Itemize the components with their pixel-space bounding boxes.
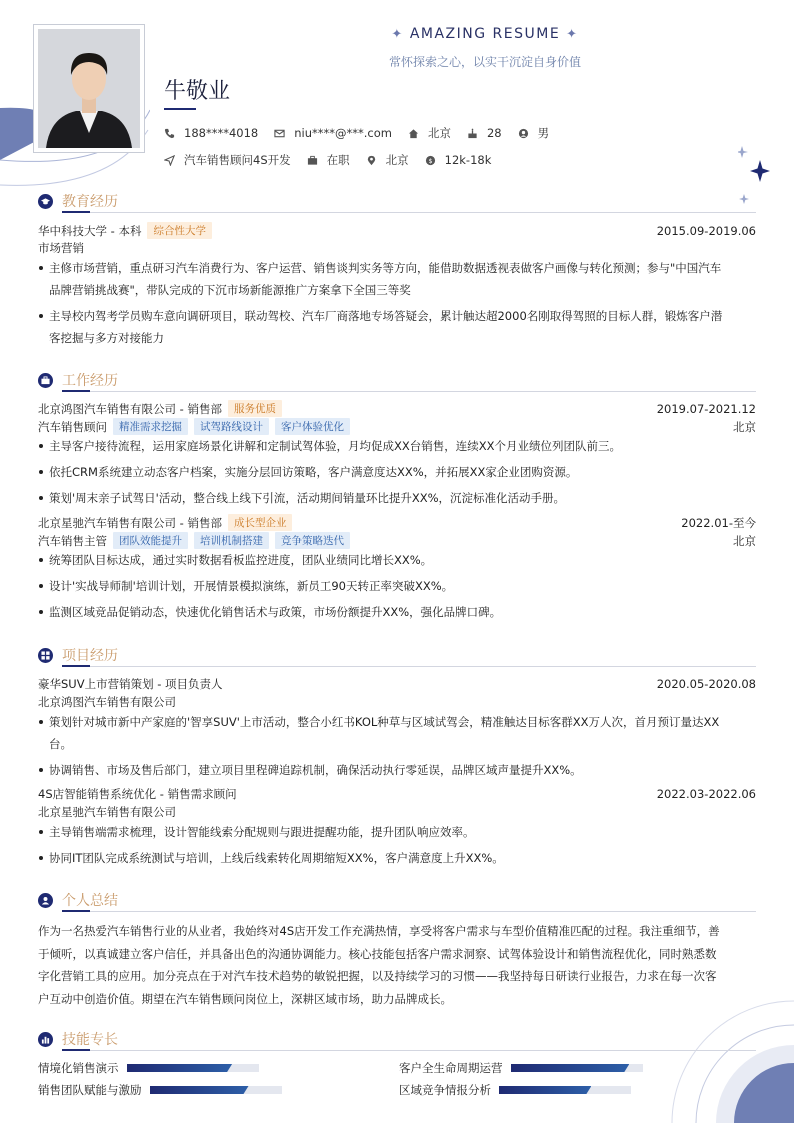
section-summary-header	[38, 890, 118, 910]
job-bullet: 依托CRM系统建立动态客户档案，实施分层回访策略，客户满意度达XX%，并拓展XX家企业团购资源。	[38, 461, 754, 483]
sparkle-icon: ✦	[391, 27, 404, 42]
resume-banner	[300, 26, 670, 42]
school-tag: 综合性大学	[147, 222, 212, 239]
project-date: 2022.03-2022.06	[656, 787, 756, 801]
skill-bar-fill	[150, 1086, 249, 1094]
contact-email: niu****@***.com	[274, 126, 392, 140]
skill-bar-fill	[511, 1064, 630, 1072]
section-title: 工作经历	[62, 373, 118, 389]
job-bullet: 统筹团队目标达成，通过实时数据看板监控进度，团队业绩同比增长XX%。	[38, 549, 754, 571]
intent-status: 在职	[307, 152, 350, 168]
education-bullet: 主导校内驾考学员购车意向调研项目，联动驾校、汽车厂商落地专场答疑会，累计触达超2000名刚取得驾照的目标人群，锻炼客户潜 客挖掘与多方对接能力	[38, 305, 754, 349]
send-icon	[164, 155, 175, 166]
briefcase-icon	[38, 373, 53, 388]
candidate-name: 牛敬业	[164, 79, 231, 104]
skill-bar	[150, 1086, 282, 1094]
money-icon	[425, 155, 436, 166]
section-divider	[62, 391, 756, 392]
contact-row	[164, 125, 565, 141]
intent-salary: $ 12k-18k	[425, 153, 492, 167]
skill-bar	[511, 1064, 643, 1072]
intent-city: 北京	[366, 152, 409, 168]
intent-position: 汽车销售顾问4S开发	[164, 152, 291, 168]
decorative-circles	[664, 998, 794, 1123]
section-title: 项目经历	[62, 648, 118, 664]
section-title: 技能专长	[62, 1032, 118, 1048]
project-company: 北京星驰汽车销售有限公司	[38, 805, 176, 819]
section-work-header	[38, 370, 118, 390]
bar-chart-icon	[38, 1032, 53, 1047]
job-city: 北京	[733, 419, 756, 434]
summary-text: 作为一名热爱汽车销售行业的从业者，我始终对4S店开发工作充满热情，享受将客户需求与车型价值精准匹配的过程。我注重细节，善 于倾听，以真诚建立客户信任，并具备出色的沟通协调能力。核心技能包括客户需求洞察、试驾体验设计和销售流程优化，同时熟悉数 字化营销工具的应用。加分亮点在于对汽车技术趋势的敏锐把握，以及持续学习的习惯——我坚持每日研读行业报告，力求在每一次客 户互动中创造价值。期望在汽车销售顾问岗位上，深耕区域市场，助力品牌成长。	[38, 924, 720, 1006]
avatar-portrait	[38, 29, 140, 148]
company-tag: 成长型企业	[228, 514, 293, 531]
phone-icon	[164, 128, 175, 139]
name-underline	[164, 108, 196, 110]
project-company-row	[38, 694, 756, 710]
contact-age: 28	[467, 126, 502, 140]
school-name: 华中科技大学 - 本科	[38, 223, 142, 238]
skill-name: 客户全生命周期运营	[399, 1061, 503, 1075]
company-name: 北京鸿图汽车销售有限公司 - 销售部	[38, 401, 222, 416]
section-title: 教育经历	[62, 194, 118, 210]
skill-name: 销售团队赋能与激励	[38, 1083, 142, 1097]
contact-gender: 男	[518, 125, 550, 141]
job-role-row	[38, 532, 756, 549]
user-icon	[518, 128, 529, 139]
skill-tag: 竞争策略迭代	[275, 532, 350, 549]
job-city: 北京	[733, 533, 756, 548]
job-bullet: 设计'实战导师制'培训计划，开展情景模拟演练，新员工90天转正率突破XX%。	[38, 575, 754, 597]
skill-bar-fill	[499, 1086, 591, 1094]
project-header	[38, 676, 756, 692]
project-bullet: 策划针对城市新中产家庭的'智享SUV'上市活动，整合小红书KOL种草与区域试驾会，精准触达目标客群XX万人次，首月预订量达XX 台。	[38, 711, 754, 755]
project-bullet: 主导销售端需求梳理，设计智能线索分配规则与跟进提醒功能，提升团队响应效率。	[38, 821, 754, 843]
skill-tag: 试驾路线设计	[194, 418, 269, 435]
project-bullet: 协同IT团队完成系统测试与培训，上线后线索转化周期缩短XX%，客户满意度上升XX%。	[38, 847, 754, 869]
user-icon	[38, 893, 53, 908]
contact-phone: 188****4018	[164, 126, 258, 140]
skill-item	[399, 1082, 631, 1098]
job-header	[38, 514, 756, 531]
briefcase-icon	[307, 155, 318, 166]
section-divider	[62, 666, 756, 667]
section-divider	[62, 911, 756, 912]
location-icon	[366, 155, 377, 166]
skill-bar-fill	[127, 1064, 233, 1072]
job-role: 汽车销售顾问	[38, 419, 107, 434]
skill-tag: 团队效能提升	[113, 532, 188, 549]
job-date: 2022.01-至今	[681, 515, 756, 530]
company-tag: 服务优质	[228, 400, 282, 417]
banner-title: AMAZING RESUME	[409, 26, 561, 42]
project-company: 北京鸿图汽车销售有限公司	[38, 695, 176, 709]
skill-tag: 客户体验优化	[275, 418, 350, 435]
banner-subtitle: 常怀探索之心，以实干沉淀自身价值	[388, 55, 581, 69]
skill-tag: 培训机制搭建	[194, 532, 269, 549]
company-name: 北京星驰汽车销售有限公司 - 销售部	[38, 515, 222, 530]
sparkle-icon: ✦	[566, 27, 579, 42]
education-entry	[38, 222, 756, 239]
section-skills-header	[38, 1029, 118, 1049]
project-name: 4S店智能销售系统优化 - 销售需求顾问	[38, 787, 237, 801]
mail-icon	[274, 128, 285, 139]
skill-item	[38, 1082, 282, 1098]
job-bullet: 策划'周末亲子试驾日'活动，整合线上线下引流，活动期间销量环比提升XX%，沉淀标准化活动手册。	[38, 487, 754, 509]
job-date: 2019.07-2021.12	[656, 401, 756, 416]
skill-name: 情境化销售演示	[38, 1061, 119, 1075]
grid-icon	[38, 648, 53, 663]
job-role: 汽车销售主管	[38, 533, 107, 548]
project-name: 豪华SUV上市营销策划 - 项目负责人	[38, 677, 223, 691]
section-title: 个人总结	[62, 893, 118, 909]
profile-photo	[33, 24, 145, 153]
education-bullet: 主修市场营销，重点研习汽车消费行为、客户运营、销售谈判实务等方向，能借助数据透视表做客户画像与转化预测；参与"中国汽车 品牌营销挑战赛"，带队完成的下沉市场新能源推广方案拿下全国三等奖	[38, 257, 754, 301]
section-divider	[62, 212, 756, 213]
job-bullet: 监测区域竞品促销动态，快速优化销售话术与政策，市场份额提升XX%，强化品牌口碑。	[38, 601, 754, 623]
project-header	[38, 786, 756, 802]
education-date: 2015.09-2019.06	[656, 223, 756, 238]
skill-tag: 精准需求挖掘	[113, 418, 188, 435]
skill-name: 区域竞争情报分析	[399, 1083, 491, 1097]
job-header	[38, 400, 756, 417]
svg-text:$: $	[428, 156, 433, 165]
sparkle-decoration	[738, 146, 778, 208]
major: 市场营销	[38, 241, 84, 255]
job-role-row	[38, 418, 756, 435]
section-projects-header	[38, 645, 118, 665]
section-education-header	[38, 191, 118, 211]
skill-bar	[127, 1064, 259, 1072]
section-divider	[62, 1050, 756, 1051]
home-icon	[408, 128, 419, 139]
project-bullet: 协调销售、市场及售后部门，建立项目里程碑追踪机制，确保活动执行零延误，品牌区域声量提升XX%。	[38, 759, 754, 781]
contact-city: 北京	[408, 125, 451, 141]
job-bullet: 主导客户接待流程，运用家庭场景化讲解和定制试驾体验，月均促成XX台销售，连续XX个月业绩位列团队前三。	[38, 435, 754, 457]
education-major-row	[38, 240, 756, 256]
cake-icon	[467, 128, 478, 139]
skill-item	[38, 1060, 259, 1076]
intent-row	[164, 152, 507, 168]
project-company-row	[38, 804, 756, 820]
skill-item	[399, 1060, 643, 1076]
graduation-cap-icon	[38, 194, 53, 209]
project-date: 2020.05-2020.08	[656, 677, 756, 691]
skill-bar	[499, 1086, 631, 1094]
